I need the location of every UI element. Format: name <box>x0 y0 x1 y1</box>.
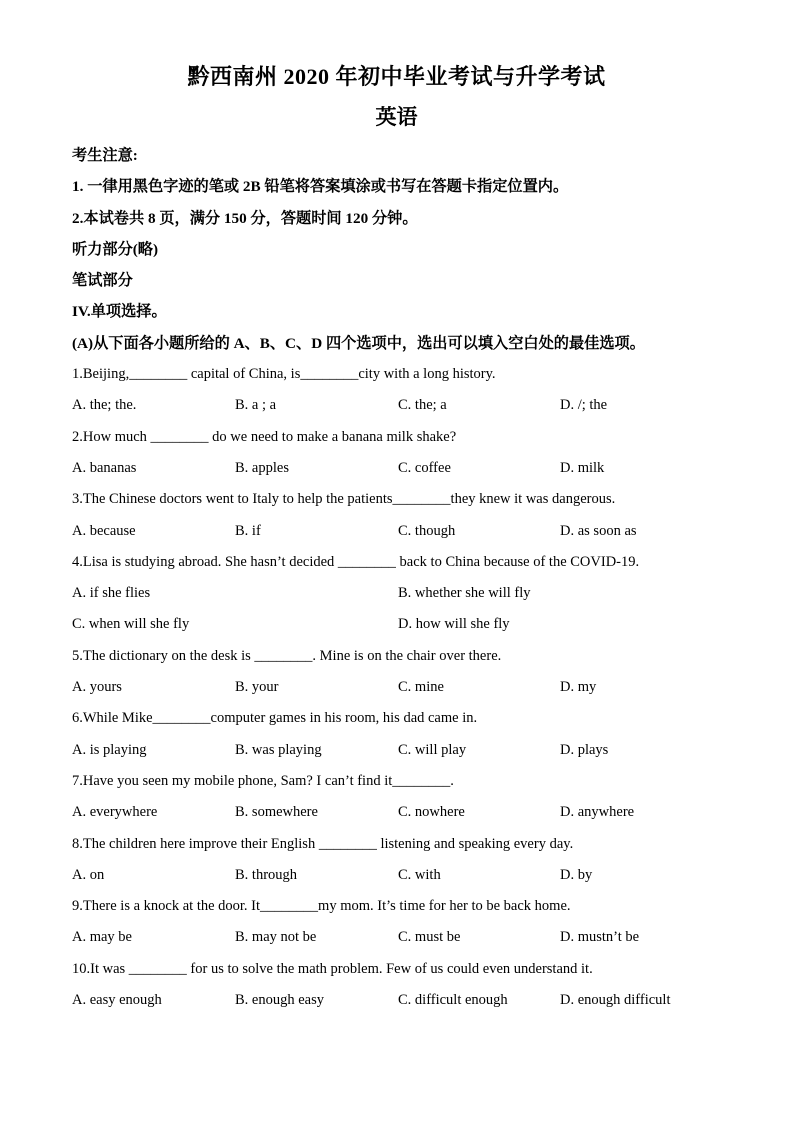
exam-subject: 英语 <box>375 105 418 129</box>
question-9-option-c: C. must be <box>398 929 461 946</box>
question-4-option-b: B. whether she will fly <box>398 585 531 602</box>
question-4-option-d: D. how will she fly <box>398 616 510 633</box>
question-3-options <box>72 516 721 547</box>
question-5-stem: 5.The dictionary on the desk is ________. Mine is on the chair over there. <box>72 647 502 664</box>
question-9-stem: 9.There is a knock at the door. It________my mom. It’s time for her to be back home. <box>72 898 571 915</box>
part-a-instruction: (A)从下面各小题所给的 A、B、C、D 四个选项中，选出可以填入空白处的最佳选项。 <box>72 334 645 352</box>
question-5-options <box>72 672 721 703</box>
question-6-option-a: A. is playing <box>72 741 147 758</box>
question-4-options-row-2 <box>72 609 721 640</box>
question-1-option-c: C. the; a <box>398 397 447 414</box>
question-4-option-a: A. if she flies <box>72 585 151 602</box>
question-9-option-b: B. may not be <box>235 929 317 946</box>
question-6-option-d: D. plays <box>560 741 609 758</box>
question-8-option-b: B. through <box>235 866 298 883</box>
question-9-option-a: A. may be <box>72 929 132 946</box>
written-section-label: 笔试部分 <box>72 272 133 290</box>
notice-item-2: 2.本试卷共 8 页，满分 150 分，答题时间 120 分钟。 <box>72 209 418 227</box>
question-10-option-a: A. easy enough <box>72 992 162 1009</box>
exam-title: 黔西南州 2020 年初中毕业考试与升学考试 <box>187 64 606 89</box>
question-9-options <box>72 922 721 953</box>
part-iv-heading: IV.单项选择。 <box>72 303 167 321</box>
question-8-options <box>72 860 721 891</box>
question-9-option-d: D. mustn’t be <box>560 929 640 946</box>
question-5-option-b: B. your <box>235 679 279 696</box>
question-3-stem: 3.The Chinese doctors went to Italy to help the patients________they knew it was dangerous. <box>72 491 616 508</box>
question-1-option-a: A. the; the. <box>72 397 137 414</box>
question-8-option-c: C. with <box>398 866 441 883</box>
question-2-option-a: A. bananas <box>72 459 137 476</box>
question-1-option-b: B. a ; a <box>235 397 277 414</box>
question-5-option-c: C. mine <box>398 679 444 696</box>
question-10-option-c: C. difficult enough <box>398 992 508 1009</box>
question-1-stem: 1.Beijing,________ capital of China, is________city with a long history. <box>72 366 496 383</box>
question-10-stem: 10.It was ________ for us to solve the math problem. Few of us could even understand it. <box>72 960 593 977</box>
question-3-option-d: D. as soon as <box>560 522 637 539</box>
question-7-option-c: C. nowhere <box>398 804 465 821</box>
question-7-option-d: D. anywhere <box>560 804 635 821</box>
question-4-option-c: C. when will she fly <box>72 616 190 633</box>
question-5-option-a: A. yours <box>72 679 122 696</box>
question-6-option-b: B. was playing <box>235 741 322 758</box>
question-7-option-b: B. somewhere <box>235 804 318 821</box>
question-8-option-a: A. on <box>72 866 105 883</box>
question-3-option-b: B. if <box>235 522 261 539</box>
question-2-options <box>72 453 721 484</box>
notice-item-1: 1. 一律用黑色字迹的笔或 2B 铅笔将答案填涂或书写在答题卡指定位置内。 <box>72 178 569 196</box>
question-5-option-d: D. my <box>560 679 597 696</box>
question-7-options <box>72 797 721 828</box>
question-10-options <box>72 985 721 1016</box>
question-10-option-b: B. enough easy <box>235 992 324 1009</box>
question-8-stem: 8.The children here improve their English ________ listening and speaking every day. <box>72 835 574 852</box>
question-6-stem: 6.While Mike________computer games in his room, his dad came in. <box>72 710 478 727</box>
question-3-option-a: A. because <box>72 522 136 539</box>
question-8-option-d: D. by <box>560 866 593 883</box>
question-2-stem: 2.How much ________ do we need to make a banana milk shake? <box>72 428 457 445</box>
question-6-option-c: C. will play <box>398 741 467 758</box>
notice-heading: 考生注意: <box>72 147 138 164</box>
question-2-option-d: D. milk <box>560 459 605 476</box>
listening-section-label: 听力部分(略) <box>72 240 159 258</box>
question-4-stem: 4.Lisa is studying abroad. She hasn’t decided ________ back to China because of the COVID-19. <box>72 553 640 570</box>
question-2-option-b: B. apples <box>235 459 289 476</box>
question-2-option-c: C. coffee <box>398 459 451 476</box>
question-3-option-c: C. though <box>398 522 456 539</box>
question-6-options <box>72 735 721 766</box>
question-7-stem: 7.Have you seen my mobile phone, Sam? I can’t find it________. <box>72 772 454 789</box>
question-7-option-a: A. everywhere <box>72 804 158 821</box>
question-10-option-d: D. enough difficult <box>560 992 671 1009</box>
question-1-options <box>72 390 721 421</box>
question-1-option-d: D. /; the <box>560 397 608 414</box>
question-4-options-row-1 <box>72 578 721 609</box>
